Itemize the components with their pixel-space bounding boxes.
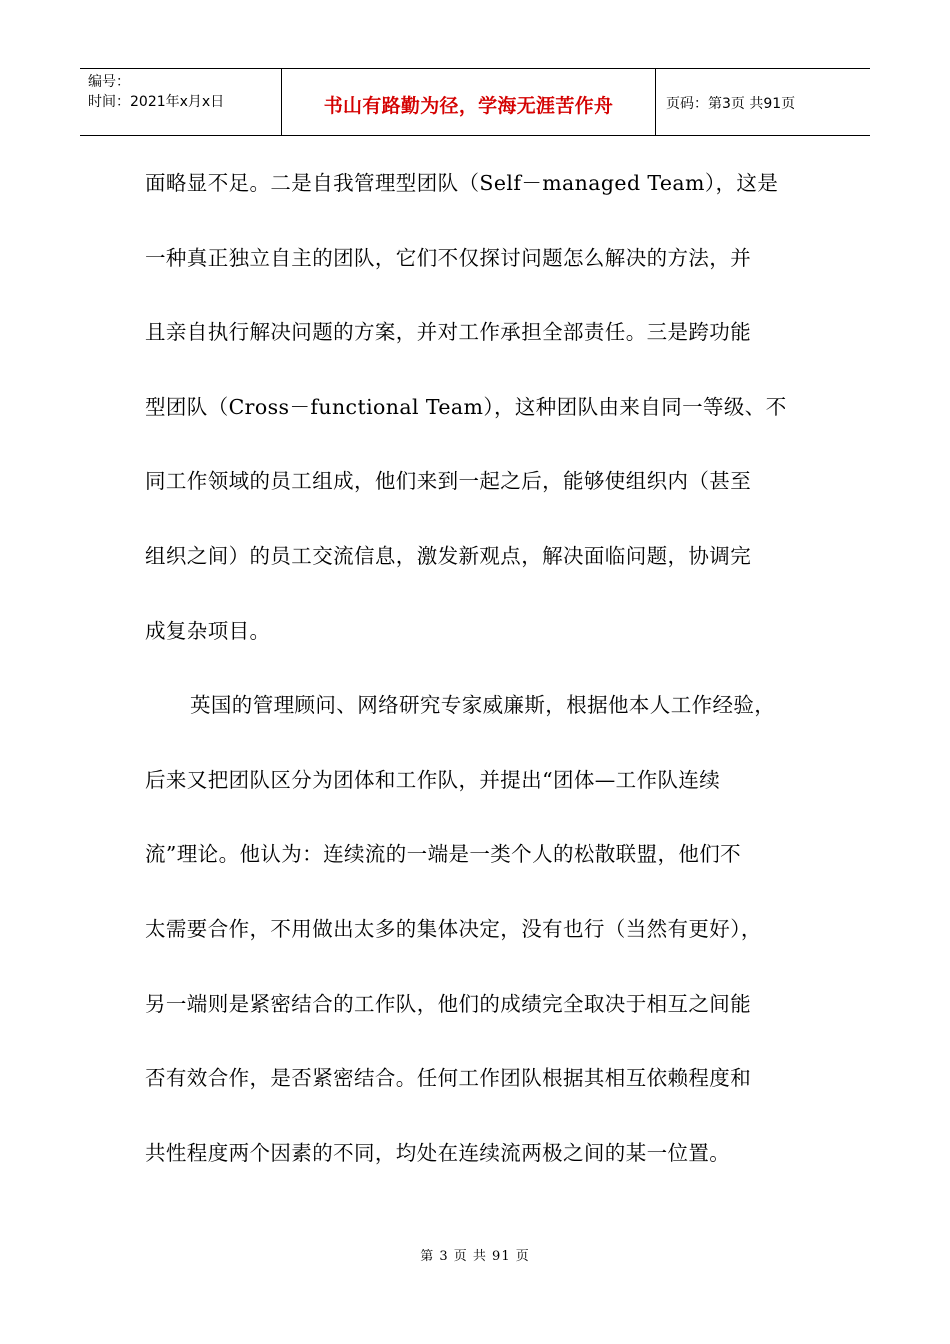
- page-footer: 第 3 页 共 91 页: [420, 1249, 530, 1264]
- body-line: 型团队（Cross－functional Team），这种团队由来自同一等级、不: [145, 394, 787, 419]
- body-line: 同工作领域的员工组成，他们来到一起之后，能够使组织内（甚至: [145, 469, 752, 494]
- header-motto-cell: [282, 69, 656, 135]
- body-line: 一种真正独立自主的团队，它们不仅探讨问题怎么解决的方法，并: [145, 245, 752, 270]
- body-line: 共性程度两个因素的不同，均处在连续流两极之间的某一位置。: [145, 1140, 731, 1165]
- document-number-label: 编号：: [88, 74, 130, 90]
- document-time-label: 时间：2021年x月x日: [88, 94, 225, 110]
- body-line: 后来又把团队区分为团体和工作队，并提出“团体—工作队连续: [145, 767, 721, 792]
- header-meta: [80, 69, 282, 135]
- body-line: 太需要合作，不用做出太多的集体决定，没有也行（当然有更好），: [145, 916, 762, 941]
- body-line: 流”理论。他认为：连续流的一端是一类个人的松散联盟，他们不: [145, 842, 742, 867]
- body-line-paragraph-start: 英国的管理顾问、网络研究专家威廉斯，根据他本人工作经验，: [190, 693, 776, 718]
- document-body: [145, 160, 810, 1204]
- body-line: 另一端则是紧密结合的工作队，他们的成绩完全取决于相互之间能: [145, 991, 752, 1016]
- header-page-info: 页码：第3页 共91页: [666, 96, 796, 112]
- header-motto: 书山有路勤为径，学海无涯苦作舟: [323, 94, 614, 117]
- body-line: 且亲自执行解决问题的方案，并对工作承担全部责任。三是跨功能: [145, 320, 752, 345]
- body-line: 组织之间）的员工交流信息，激发新观点，解决面临问题，协调完: [145, 543, 752, 568]
- body-line: 否有效合作，是否紧密结合。任何工作团队根据其相互依赖程度和: [145, 1066, 752, 1091]
- body-line: 成复杂项目。: [145, 618, 271, 643]
- page-header: [80, 68, 870, 136]
- body-line: 面略显不足。二是自我管理型团队（Self－managed Team），这是: [145, 171, 779, 195]
